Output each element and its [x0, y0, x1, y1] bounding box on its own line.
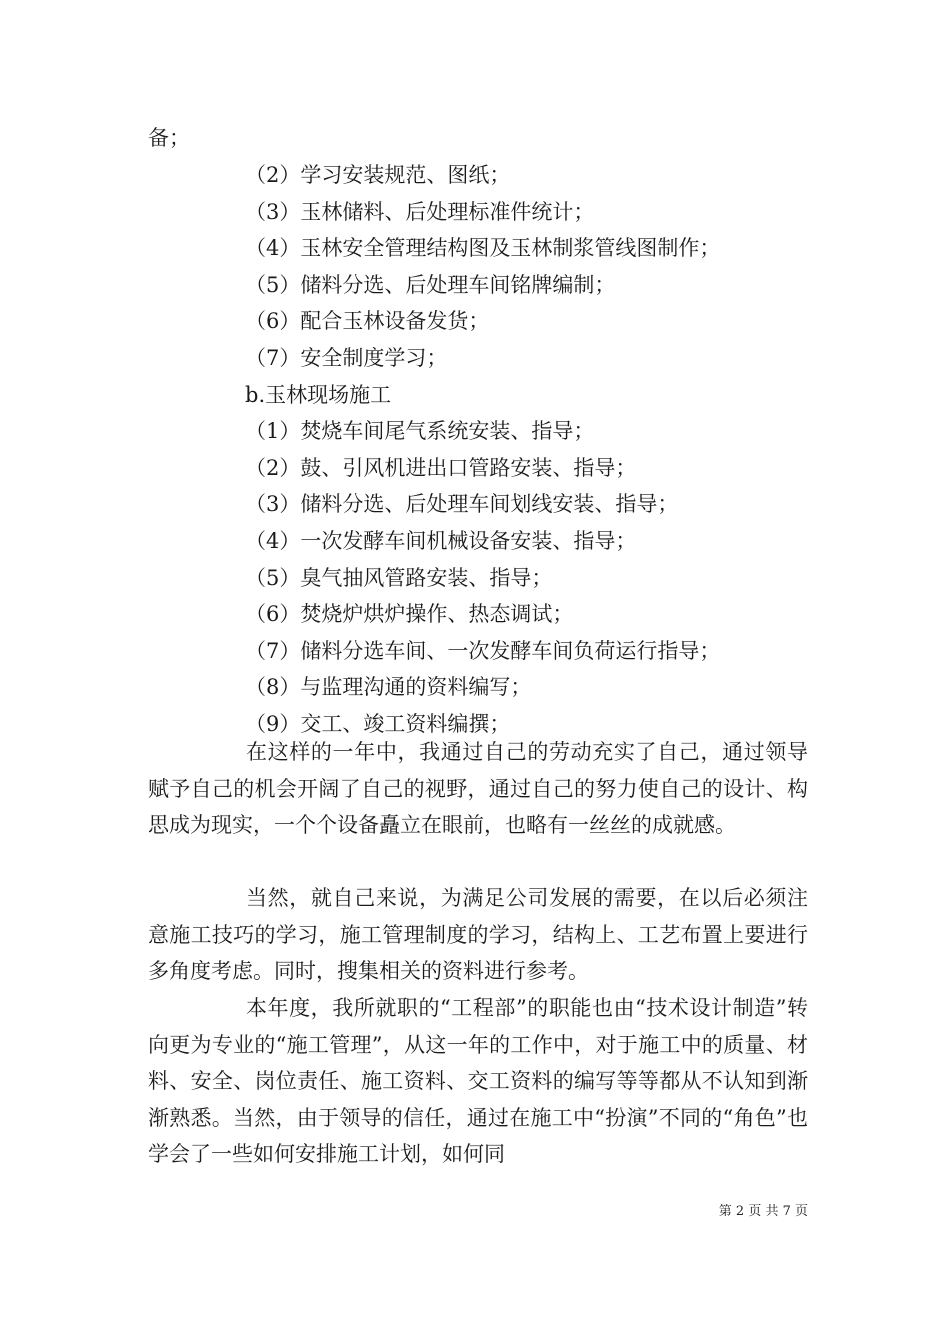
- list-item: （3）玉林储料、后处理标准件统计；: [245, 199, 595, 224]
- list-item: （5）储料分选、后处理车间铭牌编制；: [245, 272, 616, 297]
- page-number: 第 2 页 共 7 页: [718, 1204, 808, 1219]
- body-paragraph: 在这样的一年中，我通过自己的劳动充实了自己，通过领导赋予自己的机会开阔了自己的视野，通过自己的努力使自己的设计、构思成为现实，一个个设备矗立在眼前，也略有一丝丝的成就感。: [148, 740, 808, 838]
- list-item: （1）焚烧车间尾气系统安装、指导；: [245, 419, 595, 444]
- list-item: （7）安全制度学习；: [245, 345, 448, 370]
- list-item: （2）鼓、引风机进出口管路安装、指导；: [245, 455, 637, 480]
- section-heading: b.玉林现场施工: [245, 382, 392, 407]
- list-item: （5）臭气抽风管路安装、指导；: [245, 565, 553, 590]
- list-item: （7）储料分选车间、一次发酵车间负荷运行指导；: [245, 638, 721, 663]
- list-item: （9）交工、竣工资料编撰；: [245, 711, 511, 736]
- list-item: （6）配合玉林设备发货；: [245, 309, 490, 334]
- list-item: （4）一次发酵车间机械设备安装、指导；: [245, 528, 637, 553]
- continued-text-line: 备；: [148, 126, 190, 150]
- list-item: （2）学习安装规范、图纸；: [245, 163, 511, 187]
- list-item: （6）焚烧炉烘炉操作、热态调试；: [245, 602, 574, 627]
- list-item: （3）储料分选、后处理车间划线安装、指导；: [245, 492, 679, 517]
- list-item: （4）玉林安全管理结构图及玉林制浆管线图制作；: [245, 236, 721, 261]
- body-paragraph: 当然，就自己来说，为满足公司发展的需要，在以后必须注意施工技巧的学习，施工管理制度的学习，结构上、工艺布置上要进行多角度考虑。同时，搜集相关的资料进行参考。: [148, 886, 808, 984]
- body-paragraph: 本年度，我所就职的“工程部”的职能也由“技术设计制造”转向更为专业的“施工管理”，从这一年的工作中，对于施工中的质量、材料、安全、岗位责任、施工资料、交工资料的编写等等都从不认知到渐渐熟悉。当然，由于领导的信任，通过在施工中“扮演”不同的“角色”也学会了一些如何安排施工计划，如何同: [148, 996, 808, 1167]
- task-list: [245, 160, 720, 746]
- list-item: （8）与监理沟通的资料编写；: [245, 675, 532, 700]
